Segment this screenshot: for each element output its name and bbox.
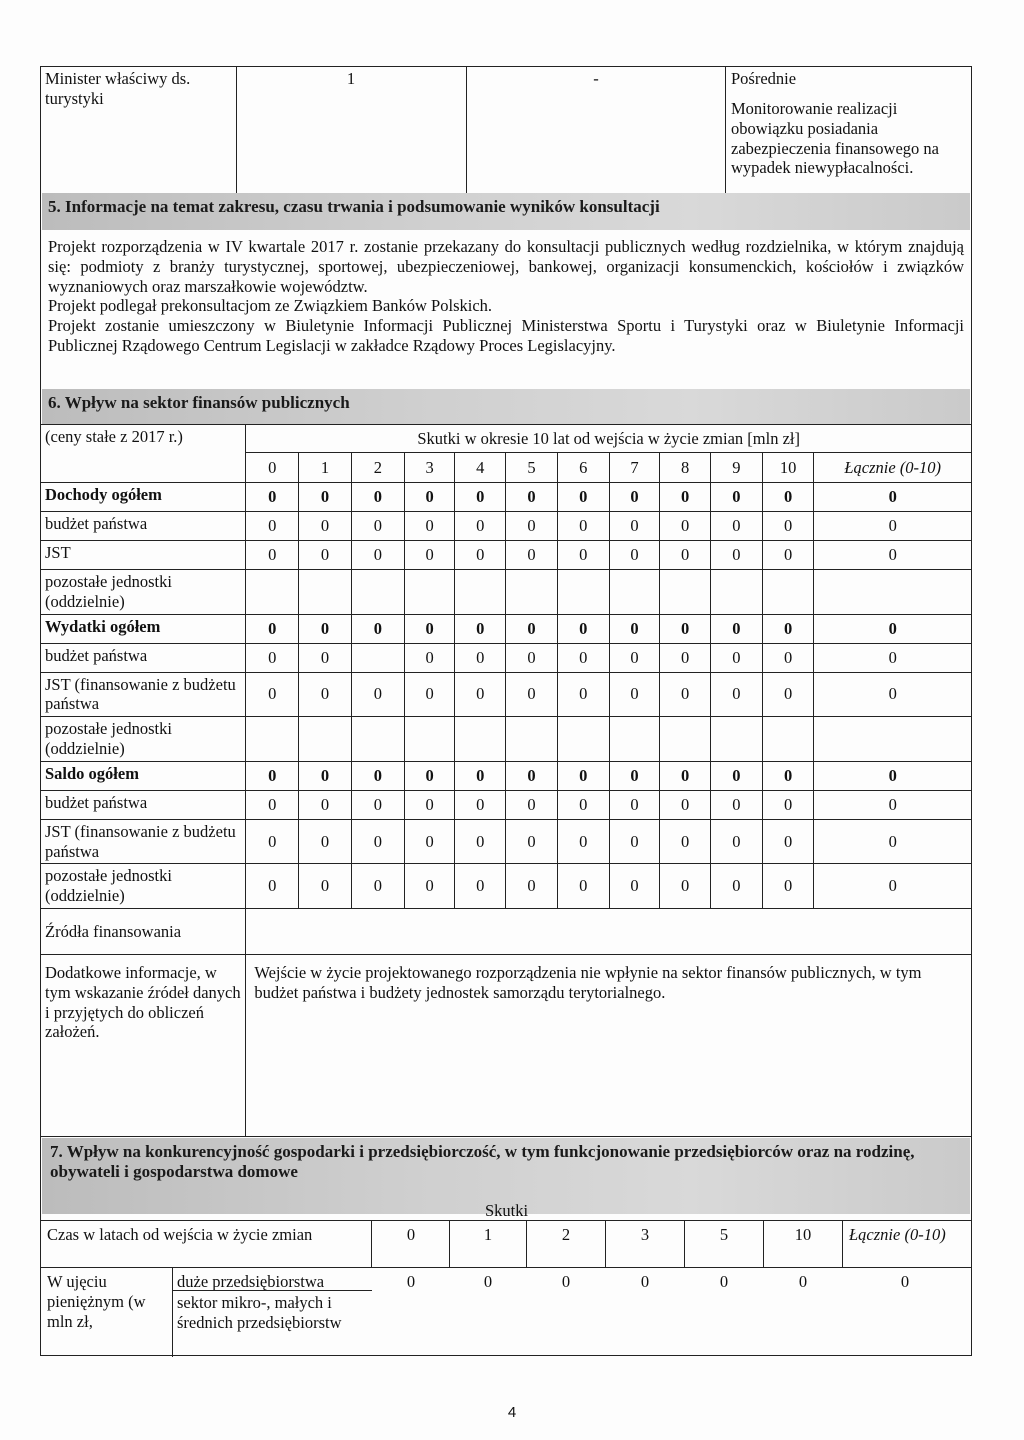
sources-label: Źródła finansowania	[41, 908, 246, 954]
divider	[172, 1267, 173, 1357]
finance-table	[41, 424, 972, 1137]
finance-cell: 0	[351, 790, 404, 819]
year-header: 9	[710, 453, 762, 483]
divider	[466, 67, 467, 193]
finance-cell: 0	[455, 643, 506, 672]
finance-cell	[609, 570, 660, 615]
finance-cell: 0	[351, 614, 404, 643]
finance-cell: 0	[351, 483, 404, 512]
finance-cell	[506, 570, 558, 615]
finance-cell: 0	[710, 790, 762, 819]
finance-cell: 0	[506, 512, 558, 541]
finance-cell: 0	[455, 672, 506, 717]
divider	[236, 67, 237, 193]
finance-cell: 0	[762, 864, 814, 909]
finance-cell: 0	[351, 541, 404, 570]
finance-row	[41, 541, 972, 570]
finance-cell: 0	[609, 864, 660, 909]
finance-cell: 0	[404, 483, 455, 512]
finance-cell: 0	[404, 541, 455, 570]
divider	[371, 1220, 372, 1267]
section-5-paragraph: Projekt rozporządzenia w IV kwartale 2017 r. zostanie przekazany do konsultacji publicznych według rozdzielnika, w którym znajdują się: podmioty z branży turystycznej, sportowej, ubezpieczeniowej, bankowej, organizacji konsumenckich, kościołów i związków wyznaniowych oraz marszałkowie województw.	[48, 237, 964, 296]
finance-cell	[506, 717, 558, 762]
finance-cell: 0	[814, 541, 972, 570]
finance-cell: 0	[609, 512, 660, 541]
finance-cell: 0	[506, 864, 558, 909]
finance-cell: 0	[351, 761, 404, 790]
document-frame	[40, 66, 972, 1356]
finance-cell: 0	[506, 483, 558, 512]
top-row-dash: -	[593, 69, 599, 88]
finance-cell: 0	[506, 761, 558, 790]
sme-label: sektor mikro-, małych i średnich przedsiębiorstw	[177, 1293, 342, 1332]
finance-cell: 0	[506, 541, 558, 570]
finance-cell	[404, 717, 455, 762]
finance-cell	[814, 717, 972, 762]
finance-cell	[660, 717, 711, 762]
finance-cell: 0	[299, 864, 352, 909]
finance-cell: 0	[246, 483, 299, 512]
year-header: 0	[246, 453, 299, 483]
finance-cell: 0	[455, 864, 506, 909]
section-5-header: 5. Informacje na temat zakresu, czasu trwania i podsumowanie wyników konsultacji	[42, 193, 970, 230]
finance-cell: 0	[710, 761, 762, 790]
finance-cell: 0	[710, 672, 762, 717]
finance-cell	[557, 717, 609, 762]
total-header: Łącznie (0-10)	[814, 453, 972, 483]
finance-cell: 0	[246, 761, 299, 790]
s7-value: 0	[561, 1272, 571, 1291]
finance-cell: 0	[710, 643, 762, 672]
finance-cell	[762, 570, 814, 615]
finance-row	[41, 512, 972, 541]
finance-cell: 0	[710, 614, 762, 643]
finance-cell: 0	[660, 614, 711, 643]
finance-cell: 0	[404, 672, 455, 717]
divider	[449, 1220, 450, 1267]
finance-row-label: pozostałe jednostki (oddzielnie)	[41, 570, 246, 615]
finance-row	[41, 643, 972, 672]
finance-cell: 0	[762, 761, 814, 790]
finance-cell: 0	[557, 643, 609, 672]
finance-row	[41, 614, 972, 643]
finance-cell: 0	[351, 864, 404, 909]
year-header: 8	[660, 453, 711, 483]
finance-row-label: JST (finansowanie z budżetu państwa	[41, 819, 246, 864]
finance-cell: 0	[299, 614, 352, 643]
year-header: 7	[609, 453, 660, 483]
finance-cell: 0	[660, 864, 711, 909]
divider	[172, 1290, 372, 1291]
finance-cell: 0	[246, 672, 299, 717]
top-row-type: Pośrednie	[731, 69, 797, 88]
finance-cell: 0	[506, 643, 558, 672]
finance-cell: 0	[557, 614, 609, 643]
finance-cell: 0	[557, 864, 609, 909]
section-6-header: 6. Wpływ na sektor finansów publicznych	[42, 389, 970, 425]
finance-cell: 0	[814, 761, 972, 790]
finance-row-label: budżet państwa	[41, 643, 246, 672]
finance-cell: 0	[557, 761, 609, 790]
finance-cell	[762, 717, 814, 762]
finance-cell: 0	[557, 483, 609, 512]
s7-value: 0	[406, 1272, 416, 1291]
top-row-entity: Minister właściwy ds. turystyki	[45, 69, 191, 108]
finance-cell: 0	[609, 761, 660, 790]
finance-cell: 0	[506, 790, 558, 819]
s7-value: 0	[483, 1272, 493, 1291]
divider	[684, 1220, 685, 1267]
s7-value: 0	[798, 1272, 808, 1291]
finance-cell: 0	[557, 819, 609, 864]
finance-cell: 0	[814, 864, 972, 909]
finance-cell: 0	[455, 614, 506, 643]
year-header: 6	[557, 453, 609, 483]
prices-note: (ceny stałe z 2017 r.)	[41, 425, 246, 483]
section-7-effects-header: Skutki	[484, 1201, 529, 1220]
s7-total-header: Łącznie (0-10)	[849, 1225, 946, 1244]
finance-cell: 0	[455, 541, 506, 570]
additional-info-label: Dodatkowe informacje, w tym wskazanie źródeł danych i przyjętych do obliczeń założeń.	[41, 954, 246, 1136]
finance-cell: 0	[299, 643, 352, 672]
finance-row-label: JST	[41, 541, 246, 570]
finance-row	[41, 790, 972, 819]
finance-cell: 0	[299, 672, 352, 717]
year-header: 1	[299, 453, 352, 483]
finance-cell: 0	[762, 643, 814, 672]
finance-cell: 0	[762, 541, 814, 570]
finance-cell	[455, 717, 506, 762]
finance-cell: 0	[557, 790, 609, 819]
finance-cell: 0	[814, 790, 972, 819]
finance-cell: 0	[660, 643, 711, 672]
finance-cell: 0	[455, 483, 506, 512]
finance-cell	[710, 717, 762, 762]
finance-row	[41, 570, 972, 615]
finance-row	[41, 864, 972, 909]
finance-cell: 0	[557, 672, 609, 717]
finance-cell: 0	[246, 541, 299, 570]
finance-row-label: budżet państwa	[41, 512, 246, 541]
divider	[605, 1220, 606, 1267]
finance-cell: 0	[455, 790, 506, 819]
finance-row	[41, 717, 972, 762]
finance-cell: 0	[404, 614, 455, 643]
s7-value: 0	[640, 1272, 650, 1291]
finance-cell: 0	[710, 864, 762, 909]
finance-cell: 0	[660, 512, 711, 541]
year-header: 10	[762, 453, 814, 483]
finance-cell: 0	[455, 819, 506, 864]
finance-cell	[351, 643, 404, 672]
finance-cell: 0	[404, 819, 455, 864]
s7-year: 10	[794, 1225, 812, 1244]
s7-year: 2	[561, 1225, 571, 1244]
finance-cell: 0	[506, 672, 558, 717]
finance-cell: 0	[814, 614, 972, 643]
page-number: 4	[507, 1404, 517, 1421]
finance-cell	[246, 570, 299, 615]
finance-cell: 0	[660, 761, 711, 790]
finance-cell: 0	[762, 672, 814, 717]
finance-cell: 0	[762, 483, 814, 512]
finance-cell: 0	[506, 819, 558, 864]
finance-row	[41, 819, 972, 864]
year-header: 5	[506, 453, 558, 483]
finance-cell: 0	[814, 819, 972, 864]
money-label: W ujęciu pieniężnym (w mln zł,	[47, 1272, 146, 1331]
finance-cell: 0	[455, 761, 506, 790]
finance-cell: 0	[814, 512, 972, 541]
finance-cell: 0	[814, 483, 972, 512]
finance-cell: 0	[351, 672, 404, 717]
year-header: 2	[351, 453, 404, 483]
divider	[763, 1220, 764, 1267]
effects-header: Skutki w okresie 10 lat od wejścia w życie zmian [mln zł]	[246, 425, 972, 453]
section-5-paragraph: Projekt zostanie umieszczony w Biuletynie Informacji Publicznej Ministerstwa Sportu i Turystyki oraz w Biuletynie Informacji Publicznej Rządowego Centrum Legislacji w zakładce Rządowy Proces Legislacyjny.	[48, 316, 964, 355]
finance-cell: 0	[246, 512, 299, 541]
finance-cell: 0	[246, 614, 299, 643]
finance-cell: 0	[557, 512, 609, 541]
finance-cell: 0	[762, 614, 814, 643]
divider	[41, 1220, 972, 1221]
finance-cell	[710, 570, 762, 615]
finance-cell: 0	[814, 643, 972, 672]
finance-cell: 0	[609, 790, 660, 819]
section-5-paragraph: Projekt podlegał prekonsultacjom ze Związkiem Banków Polskich.	[48, 296, 493, 316]
finance-cell: 0	[299, 819, 352, 864]
finance-cell: 0	[351, 512, 404, 541]
divider	[842, 1220, 843, 1267]
finance-cell: 0	[404, 790, 455, 819]
finance-row	[41, 483, 972, 512]
finance-cell: 0	[246, 819, 299, 864]
finance-cell	[351, 717, 404, 762]
additional-info-text: Wejście w życie projektowanego rozporządzenia nie wpłynie na sektor finansów publicznych, w tym budżet państwa i budżety jednostek samorządu terytorialnego.	[246, 954, 972, 1136]
finance-cell: 0	[609, 614, 660, 643]
finance-cell: 0	[660, 790, 711, 819]
finance-cell: 0	[404, 512, 455, 541]
finance-cell: 0	[609, 541, 660, 570]
finance-cell	[246, 717, 299, 762]
finance-row-label: pozostałe jednostki (oddzielnie)	[41, 717, 246, 762]
finance-row-label: pozostałe jednostki (oddzielnie)	[41, 864, 246, 909]
s7-year: 0	[406, 1225, 416, 1244]
finance-cell	[299, 717, 352, 762]
finance-cell: 0	[710, 541, 762, 570]
finance-cell: 0	[609, 483, 660, 512]
finance-cell	[660, 570, 711, 615]
finance-cell: 0	[404, 643, 455, 672]
finance-cell: 0	[660, 672, 711, 717]
finance-cell: 0	[660, 483, 711, 512]
sources-value	[246, 908, 972, 954]
finance-cell	[404, 570, 455, 615]
divider	[41, 1267, 972, 1268]
finance-cell: 0	[762, 819, 814, 864]
finance-cell: 0	[246, 643, 299, 672]
finance-row-label: JST (finansowanie z budżetu państwa	[41, 672, 246, 717]
finance-cell: 0	[299, 483, 352, 512]
divider	[526, 1220, 527, 1267]
finance-cell: 0	[660, 541, 711, 570]
divider	[725, 67, 726, 193]
finance-cell: 0	[762, 512, 814, 541]
s7-year: 5	[719, 1225, 729, 1244]
time-label: Czas w latach od wejścia w życie zmian	[47, 1225, 313, 1244]
finance-cell: 0	[299, 541, 352, 570]
s7-year: 3	[640, 1225, 650, 1244]
s7-year: 1	[483, 1225, 493, 1244]
finance-cell: 0	[246, 790, 299, 819]
finance-cell: 0	[814, 672, 972, 717]
finance-row	[41, 672, 972, 717]
finance-cell: 0	[404, 864, 455, 909]
top-row-description: Monitorowanie realizacji obowiązku posiadania zabezpieczenia finansowego na wypadek niewypłacalności.	[731, 99, 939, 178]
finance-cell: 0	[710, 512, 762, 541]
finance-cell: 0	[557, 541, 609, 570]
finance-cell: 0	[609, 819, 660, 864]
finance-cell	[557, 570, 609, 615]
finance-cell: 0	[299, 790, 352, 819]
finance-row-label: budżet państwa	[41, 790, 246, 819]
top-row-count: 1	[346, 69, 356, 88]
finance-row-label: Wydatki ogółem	[41, 614, 246, 643]
finance-cell: 0	[299, 761, 352, 790]
finance-cell: 0	[710, 483, 762, 512]
year-header: 3	[404, 453, 455, 483]
finance-cell: 0	[455, 512, 506, 541]
finance-cell	[299, 570, 352, 615]
section-7-header: 7. Wpływ na konkurencyjność gospodarki i przedsiębiorczość, w tym funkcjonowanie przedsiębiorców oraz na rodzinę, obywateli i gospodarstwa domowe	[42, 1138, 970, 1214]
year-header: 4	[455, 453, 506, 483]
large-companies-label: duże przedsiębiorstwa	[177, 1272, 325, 1291]
finance-cell: 0	[762, 790, 814, 819]
finance-cell: 0	[351, 819, 404, 864]
finance-cell: 0	[660, 819, 711, 864]
finance-cell	[814, 570, 972, 615]
section-5-body	[48, 237, 964, 356]
finance-cell: 0	[609, 672, 660, 717]
finance-cell	[351, 570, 404, 615]
s7-value: 0	[900, 1272, 910, 1291]
finance-cell: 0	[710, 819, 762, 864]
finance-cell: 0	[299, 512, 352, 541]
finance-cell: 0	[609, 643, 660, 672]
finance-cell	[455, 570, 506, 615]
finance-cell: 0	[404, 761, 455, 790]
finance-row-label: Saldo ogółem	[41, 761, 246, 790]
finance-cell: 0	[506, 614, 558, 643]
finance-row	[41, 761, 972, 790]
finance-cell: 0	[246, 864, 299, 909]
finance-cell	[609, 717, 660, 762]
s7-value: 0	[719, 1272, 729, 1291]
finance-row-label: Dochody ogółem	[41, 483, 246, 512]
